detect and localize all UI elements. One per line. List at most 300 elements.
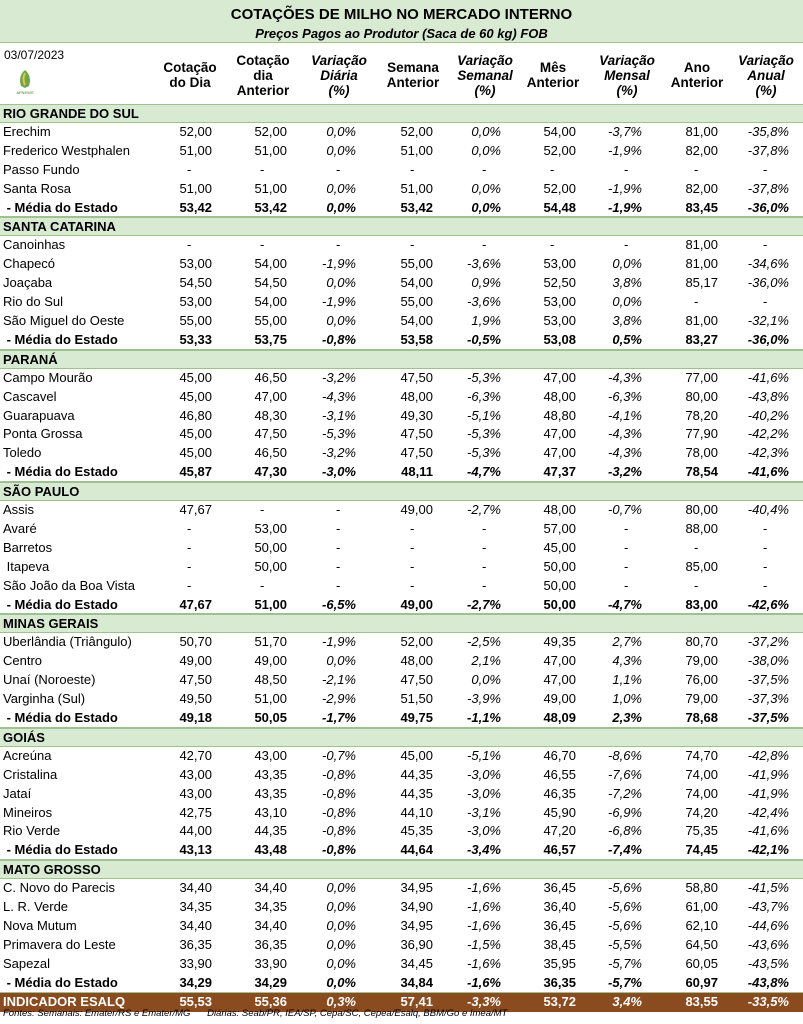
table-cell: -1,6% [467,974,501,990]
report-date: 03/07/2023 [4,48,65,62]
table-cell: 48,00 [400,388,433,404]
table-cell: - [336,502,341,518]
table-cell: - [763,577,768,593]
table-cell: -7,6% [608,766,642,782]
table-cell: 45,00 [179,369,212,385]
table-cell: 44,35 [400,766,433,782]
table-cell: -6,3% [467,388,501,404]
table-cell: 46,70 [543,747,576,763]
table-row [0,804,803,823]
table-cell: -1,9% [322,256,356,272]
table-cell: 0,0% [326,199,356,215]
table-cell: 33,90 [254,955,287,971]
table-cell: 52,00 [400,123,433,139]
table-cell: 55,00 [254,312,287,328]
table-cell: 47,50 [179,672,212,688]
table-cell: 52,00 [254,123,287,139]
table-cell: 48,11 [401,464,433,480]
table-cell: 4,3% [612,653,642,669]
table-row [0,444,803,463]
table-cell: 53,58 [400,331,433,347]
table-cell: 2,3% [612,710,642,725]
table-cell: 53,00 [254,520,287,536]
table-cell: 47,50 [254,426,287,442]
table-cell: -3,6% [467,256,501,272]
table-cell: - [482,558,487,574]
location-name: - Média do Estado [3,331,118,347]
column-header-line: (%) [474,82,496,98]
table-cell: - [410,161,415,177]
table-cell: -4,7% [608,596,642,612]
table-cell: - [482,161,487,177]
table-cell: -3,0% [322,464,356,480]
table-cell: 47,00 [543,426,576,442]
table-cell: -5,3% [322,426,356,442]
table-cell: 46,57 [543,842,576,858]
table-cell: 45,35 [400,823,433,839]
table-cell: 49,30 [400,407,433,423]
table-cell: 78,54 [685,464,718,480]
state-average-row [0,709,803,728]
table-cell: 76,00 [685,672,718,688]
column-header-line: Semana [387,60,439,75]
table-row [0,785,803,804]
table-cell: 45,00 [179,426,212,442]
column-header [155,46,225,104]
table-cell: - [336,520,341,536]
table-cell: -2,5% [467,634,501,650]
table-cell: - [187,161,192,177]
table-cell: -5,3% [467,369,501,385]
table-cell: 54,00 [254,256,287,272]
table-cell: 46,50 [254,445,287,461]
state-section-row [0,482,803,501]
table-cell: 3,8% [612,312,642,328]
table-cell: 80,00 [685,502,718,518]
table-cell: 1,0% [612,691,642,707]
table-cell: - [624,577,629,593]
table-cell: -0,8% [322,823,356,839]
table-cell: 53,00 [543,294,576,310]
table-cell: -43,7% [747,899,789,915]
table-cell: 34,35 [179,899,212,915]
column-header-line: Variação [457,52,513,68]
table-cell: 60,05 [685,955,718,971]
table-cell: 43,10 [254,804,287,820]
table-cell: 53,08 [543,331,576,347]
table-cell: -36,0% [747,199,789,215]
table-cell: -35,8% [747,123,789,139]
column-header-line: Diária [320,67,358,83]
location-name: Santa Rosa [3,180,71,196]
table-cell: 46,50 [254,369,287,385]
table-cell: -5,6% [608,880,642,896]
table-cell: - [763,539,768,555]
location-name: Guarapuava [3,407,75,423]
location-name: Frederico Westphalen [3,142,130,158]
table-cell: 54,50 [254,275,287,291]
location-name: Chapecó [3,256,56,272]
table-cell: 75,35 [685,823,718,839]
table-cell: - [482,539,487,555]
table-cell: - [763,237,768,253]
state-average-row [0,841,803,860]
table-cell: 0,0% [471,199,501,215]
table-cell: 55,00 [400,256,433,272]
table-cell: - [260,161,265,177]
state-section-row [0,860,803,879]
table-cell: 36,90 [400,936,433,952]
table-cell: 50,00 [254,539,287,555]
page-title: COTAÇÕES DE MILHO NO MERCADO INTERNO [230,6,573,23]
table-cell: -42,6% [747,596,789,612]
table-cell: 46,55 [543,766,576,782]
table-cell: 0,0% [326,123,356,139]
table-cell: -42,8% [747,747,789,763]
table-cell: 43,00 [179,766,212,782]
table-cell: - [260,237,265,253]
location-name: - Média do Estado [3,199,118,215]
table-cell: 51,00 [254,596,287,612]
table-row [0,142,803,161]
table-cell: 34,90 [400,899,433,915]
location-name: Campo Mourão [3,369,93,385]
location-name: São Miguel do Oeste [3,312,125,328]
table-cell: 45,00 [400,747,433,763]
table-cell: -33,5% [747,993,789,1009]
location-name: Avaré [3,520,37,536]
location-name: - Média do Estado [3,596,118,612]
table-cell: 51,00 [179,142,212,158]
table-row [0,577,803,596]
table-cell: - [694,539,699,555]
table-cell: 47,50 [400,426,433,442]
table-cell: 36,35 [543,974,576,990]
table-cell: 48,80 [543,407,576,423]
table-cell: 44,35 [400,785,433,801]
table-cell: -6,5% [322,596,356,612]
table-cell: 45,00 [543,539,576,555]
table-cell: 0,0% [471,180,501,196]
table-cell: 0,0% [326,275,356,291]
footer-weekly-sources: Fontes: Semanais: Emater/RS e Emater/MG [3,1008,191,1019]
location-name: Assis [3,502,35,518]
table-cell: 53,42 [254,199,287,215]
location-name: Barretos [3,539,53,555]
table-cell: 82,00 [685,142,718,158]
table-cell: 33,90 [179,955,212,971]
table-cell: 54,00 [254,294,287,310]
table-cell: 83,55 [685,993,718,1009]
location-name: C. Novo do Parecis [3,880,115,896]
table-cell: -5,5% [608,936,642,952]
table-cell: -3,2% [322,369,356,385]
table-cell: 78,20 [685,407,718,423]
table-cell: -0,8% [322,766,356,782]
table-cell: 0,0% [326,899,356,915]
state-average-row [0,463,803,482]
table-cell: - [694,294,699,310]
table-cell: - [763,161,768,177]
table-cell: -44,6% [747,917,789,933]
table-cell: - [336,539,341,555]
table-cell: -1,9% [608,142,642,158]
table-cell: 78,68 [685,710,718,725]
table-row [0,369,803,388]
table-cell: -3,1% [322,407,356,423]
table-cell: - [763,520,768,536]
table-cell: - [187,558,192,574]
table-cell: 48,30 [254,407,287,423]
table-cell: 34,40 [254,880,287,896]
table-cell: 55,00 [400,294,433,310]
table-cell: 58,80 [685,880,718,896]
table-row [0,690,803,709]
location-name: - Média do Estado [3,710,118,725]
table-cell: -1,9% [608,180,642,196]
table-cell: 50,70 [179,634,212,650]
table-cell: -43,5% [747,955,789,971]
table-cell: 49,35 [543,634,576,650]
table-cell: 45,87 [179,464,212,480]
table-cell: - [624,161,629,177]
table-cell: 47,00 [543,653,576,669]
table-cell: -0,5% [467,331,501,347]
column-header [731,46,801,104]
state-average-row [0,596,803,615]
table-cell: -3,0% [467,766,501,782]
column-header-line: Anual [747,67,785,83]
table-row [0,255,803,274]
table-cell: - [482,520,487,536]
table-cell: 80,70 [685,634,718,650]
state-name: MINAS GERAIS [3,616,99,632]
table-cell: -7,4% [608,842,642,858]
table-cell: -0,8% [322,785,356,801]
table-row [0,312,803,331]
table-cell: 74,45 [685,842,718,858]
column-header-line: Variação [599,52,655,68]
column-header [302,46,376,104]
table-cell: 34,40 [179,917,212,933]
table-cell: 0,0% [326,312,356,328]
location-name: Uberlândia (Triângulo) [3,634,132,650]
table-cell: 57,41 [400,993,433,1009]
table-cell: -0,8% [322,331,356,347]
table-row [0,161,803,180]
table-cell: 44,64 [400,842,433,858]
table-cell: 52,00 [543,142,576,158]
table-cell: 85,17 [685,275,718,291]
table-cell: -8,6% [608,747,642,763]
table-cell: 38,45 [543,936,576,952]
table-cell: 0,0% [326,142,356,158]
column-header-line: Anterior [670,75,724,90]
table-cell: -1,6% [467,899,501,915]
table-cell: 49,75 [400,710,433,725]
table-cell: -4,1% [608,407,642,423]
table-cell: -0,7% [322,747,356,763]
table-cell: - [336,237,341,253]
table-cell: -36,0% [747,331,789,347]
table-cell: - [410,577,415,593]
table-cell: -1,9% [322,634,356,650]
location-name: Unaí (Noroeste) [3,672,96,688]
table-cell: 49,00 [543,691,576,707]
location-name: Jataí [3,785,32,801]
location-name: - Média do Estado [3,464,118,480]
table-cell: -41,6% [747,369,789,385]
table-cell: 64,50 [685,936,718,952]
location-name: Sapezal [3,955,50,971]
table-cell: 34,45 [400,955,433,971]
table-cell: -42,2% [747,426,789,442]
table-cell: - [260,502,265,518]
table-cell: -37,8% [747,180,789,196]
table-cell: 47,50 [400,369,433,385]
table-row [0,388,803,407]
table-cell: 49,18 [179,710,212,725]
table-cell: -0,7% [608,502,642,518]
table-cell: 61,00 [685,899,718,915]
table-cell: 52,00 [400,634,433,650]
location-name: INDICADOR ESALQ [3,993,126,1009]
location-name: Primavera do Leste [3,936,116,952]
table-cell: 54,00 [543,123,576,139]
table-cell: 0,0% [326,180,356,196]
table-cell: -32,1% [747,312,789,328]
table-cell: 0,0% [326,653,356,669]
table-cell: -1,6% [467,917,501,933]
table-cell: 55,36 [254,993,287,1009]
location-name: Toledo [3,445,42,461]
table-cell: 50,00 [543,558,576,574]
table-cell: 3,8% [612,275,642,291]
table-row [0,558,803,577]
table-cell: 43,00 [254,747,287,763]
table-row [0,879,803,898]
table-cell: 74,00 [685,766,718,782]
table-cell: - [336,558,341,574]
column-header [378,46,448,104]
table-cell: 47,00 [543,369,576,385]
location-name: Ponta Grossa [3,426,83,442]
column-header-line: Variação [311,52,367,68]
table-cell: 47,30 [254,464,287,480]
location-name: Varginha (Sul) [3,691,86,707]
table-cell: 54,50 [179,275,212,291]
table-cell: -2,7% [467,596,501,612]
table-cell: 0,0% [326,936,356,952]
table-cell: 81,00 [685,237,718,253]
table-cell: 2,7% [612,634,642,650]
table-cell: - [624,539,629,555]
table-cell: 49,50 [179,691,212,707]
table-cell: 50,05 [254,710,287,725]
table-cell: 36,45 [543,880,576,896]
table-cell: 79,00 [685,691,718,707]
table-cell: 54,48 [543,199,576,215]
table-cell: 36,45 [543,917,576,933]
table-cell: - [624,237,629,253]
table-cell: 48,00 [543,502,576,518]
table-cell: 0,0% [326,880,356,896]
column-header-line: dia [253,67,273,83]
column-header [227,46,299,104]
table-cell: 51,00 [254,142,287,158]
table-cell: 0,3% [326,993,356,1009]
table-row [0,822,803,841]
table-cell: 1,1% [612,672,642,688]
table-cell: 34,84 [400,974,433,990]
table-cell: -40,4% [747,502,789,518]
table-cell: 48,50 [254,672,287,688]
table-cell: -42,4% [747,804,789,820]
table-cell: 47,67 [179,596,212,612]
state-name: RIO GRANDE DO SUL [3,106,139,121]
table-cell: 83,00 [685,596,718,612]
table-cell: 34,40 [179,880,212,896]
table-cell: 85,00 [685,558,718,574]
column-header-line: do Dia [169,75,211,90]
table-cell: -3,4% [467,842,501,858]
state-average-row [0,331,803,350]
price-table [0,104,803,1012]
table-cell: - [187,237,192,253]
state-name: GOIÁS [3,729,45,745]
table-cell: 53,00 [543,312,576,328]
table-cell: 52,00 [543,180,576,196]
table-cell: - [187,577,192,593]
location-name: São João da Boa Vista [3,577,136,593]
table-cell: - [410,520,415,536]
table-cell: - [482,237,487,253]
table-cell: 47,37 [543,464,576,480]
table-row [0,236,803,255]
table-cell: -1,5% [467,936,501,952]
table-cell: 88,00 [685,520,718,536]
table-cell: 48,09 [543,710,576,725]
table-cell: -41,9% [747,766,789,782]
table-cell: 55,00 [179,312,212,328]
table-row [0,747,803,766]
table-cell: -5,6% [608,899,642,915]
table-cell: - [550,161,555,177]
table-row [0,501,803,520]
table-row [0,274,803,293]
table-cell: 0,0% [471,672,501,688]
table-cell: 53,33 [179,331,212,347]
table-cell: - [410,539,415,555]
column-header-line: Ano [683,60,711,75]
table-row [0,671,803,690]
column-header-line: Anterior [236,82,290,98]
table-row [0,955,803,974]
table-cell: -5,1% [467,747,501,763]
table-cell: 49,00 [254,653,287,669]
table-cell: -37,8% [747,142,789,158]
table-cell: -4,3% [608,369,642,385]
table-cell: - [694,577,699,593]
location-name: - Média do Estado [3,842,118,858]
table-cell: -42,1% [747,842,789,858]
table-cell: -37,2% [747,634,789,650]
location-name: Mineiros [3,804,53,820]
location-name: Erechim [3,123,51,139]
table-cell: 51,00 [254,691,287,707]
table-cell: 0,0% [612,256,642,272]
location-name: - Média do Estado [3,974,118,990]
